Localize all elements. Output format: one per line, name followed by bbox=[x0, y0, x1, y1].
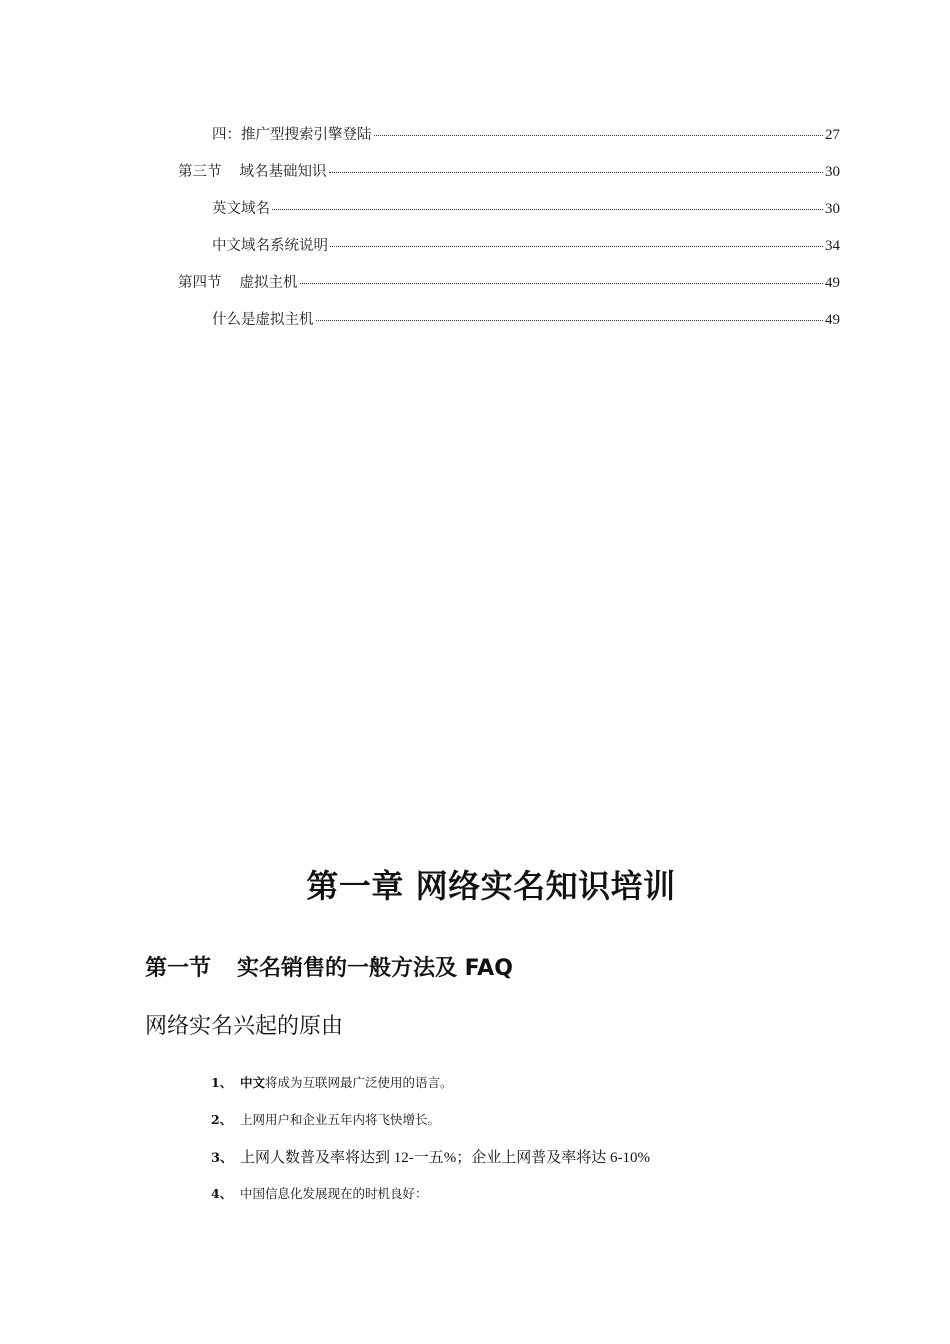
list-item bbox=[211, 1109, 440, 1131]
toc-entry[interactable] bbox=[212, 124, 840, 146]
toc-dot-leader bbox=[272, 208, 823, 210]
toc-entry-label: 什么是虚拟主机 bbox=[212, 312, 314, 328]
toc-dot-leader bbox=[316, 319, 824, 321]
toc-entry-label: 域名基础知识 bbox=[239, 164, 327, 180]
toc-entry-label: 四：推广型搜索引擎登陆 bbox=[212, 127, 372, 143]
section-title-text: 实名销售的一般方法及 FAQ bbox=[237, 956, 513, 981]
toc-entry-label: 英文域名 bbox=[212, 201, 270, 217]
subsection-title: 网络实名兴起的原由 bbox=[145, 1014, 344, 1039]
toc-entry-label: 虚拟主机 bbox=[239, 275, 298, 291]
toc-entry-number: 第三节 bbox=[178, 164, 222, 180]
list-item bbox=[211, 1072, 453, 1094]
list-item-text: 上网人数普及率将达到 12-一五%；企业上网普及率将达 6-10% bbox=[240, 1150, 650, 1166]
list-item-emphasis: 中文 bbox=[240, 1075, 266, 1090]
toc-entry[interactable] bbox=[212, 198, 840, 220]
toc-page-number: 27 bbox=[825, 127, 840, 143]
toc-entry[interactable] bbox=[212, 235, 840, 257]
toc-dot-leader bbox=[330, 245, 823, 247]
toc-page-number: 49 bbox=[825, 312, 840, 328]
toc-page-number: 30 bbox=[825, 201, 840, 217]
list-item-number: 4、 bbox=[211, 1186, 233, 1201]
list-item-number: 3、 bbox=[211, 1151, 234, 1166]
toc-dot-leader bbox=[329, 171, 824, 173]
toc-page-number: 49 bbox=[825, 275, 840, 291]
toc-page-number: 34 bbox=[825, 238, 840, 254]
list-item-text: 中文将成为互联网最广泛使用的语言。 bbox=[240, 1075, 453, 1090]
list-item-number: 1、 bbox=[211, 1075, 233, 1090]
toc-entry[interactable] bbox=[212, 309, 840, 331]
toc-entry[interactable] bbox=[178, 272, 840, 294]
list-item-number: 2、 bbox=[211, 1112, 233, 1127]
chapter-title: 第一章 网络实名知识培训 bbox=[306, 867, 676, 905]
toc-dot-leader bbox=[374, 134, 824, 136]
list-item bbox=[211, 1147, 650, 1170]
toc-entry-label: 中文域名系统说明 bbox=[212, 238, 328, 254]
toc-page-number: 30 bbox=[825, 164, 840, 180]
list-item-text: 中国信息化发展现在的时机良好： bbox=[240, 1186, 428, 1201]
section-title bbox=[145, 952, 513, 986]
toc-dot-leader bbox=[300, 282, 824, 284]
list-item bbox=[211, 1183, 428, 1205]
list-item-text: 上网用户和企业五年内将飞快增长。 bbox=[240, 1112, 441, 1127]
section-number: 第一节 bbox=[145, 956, 212, 981]
toc-entry-number: 第四节 bbox=[178, 275, 222, 291]
toc-entry[interactable] bbox=[178, 161, 840, 183]
